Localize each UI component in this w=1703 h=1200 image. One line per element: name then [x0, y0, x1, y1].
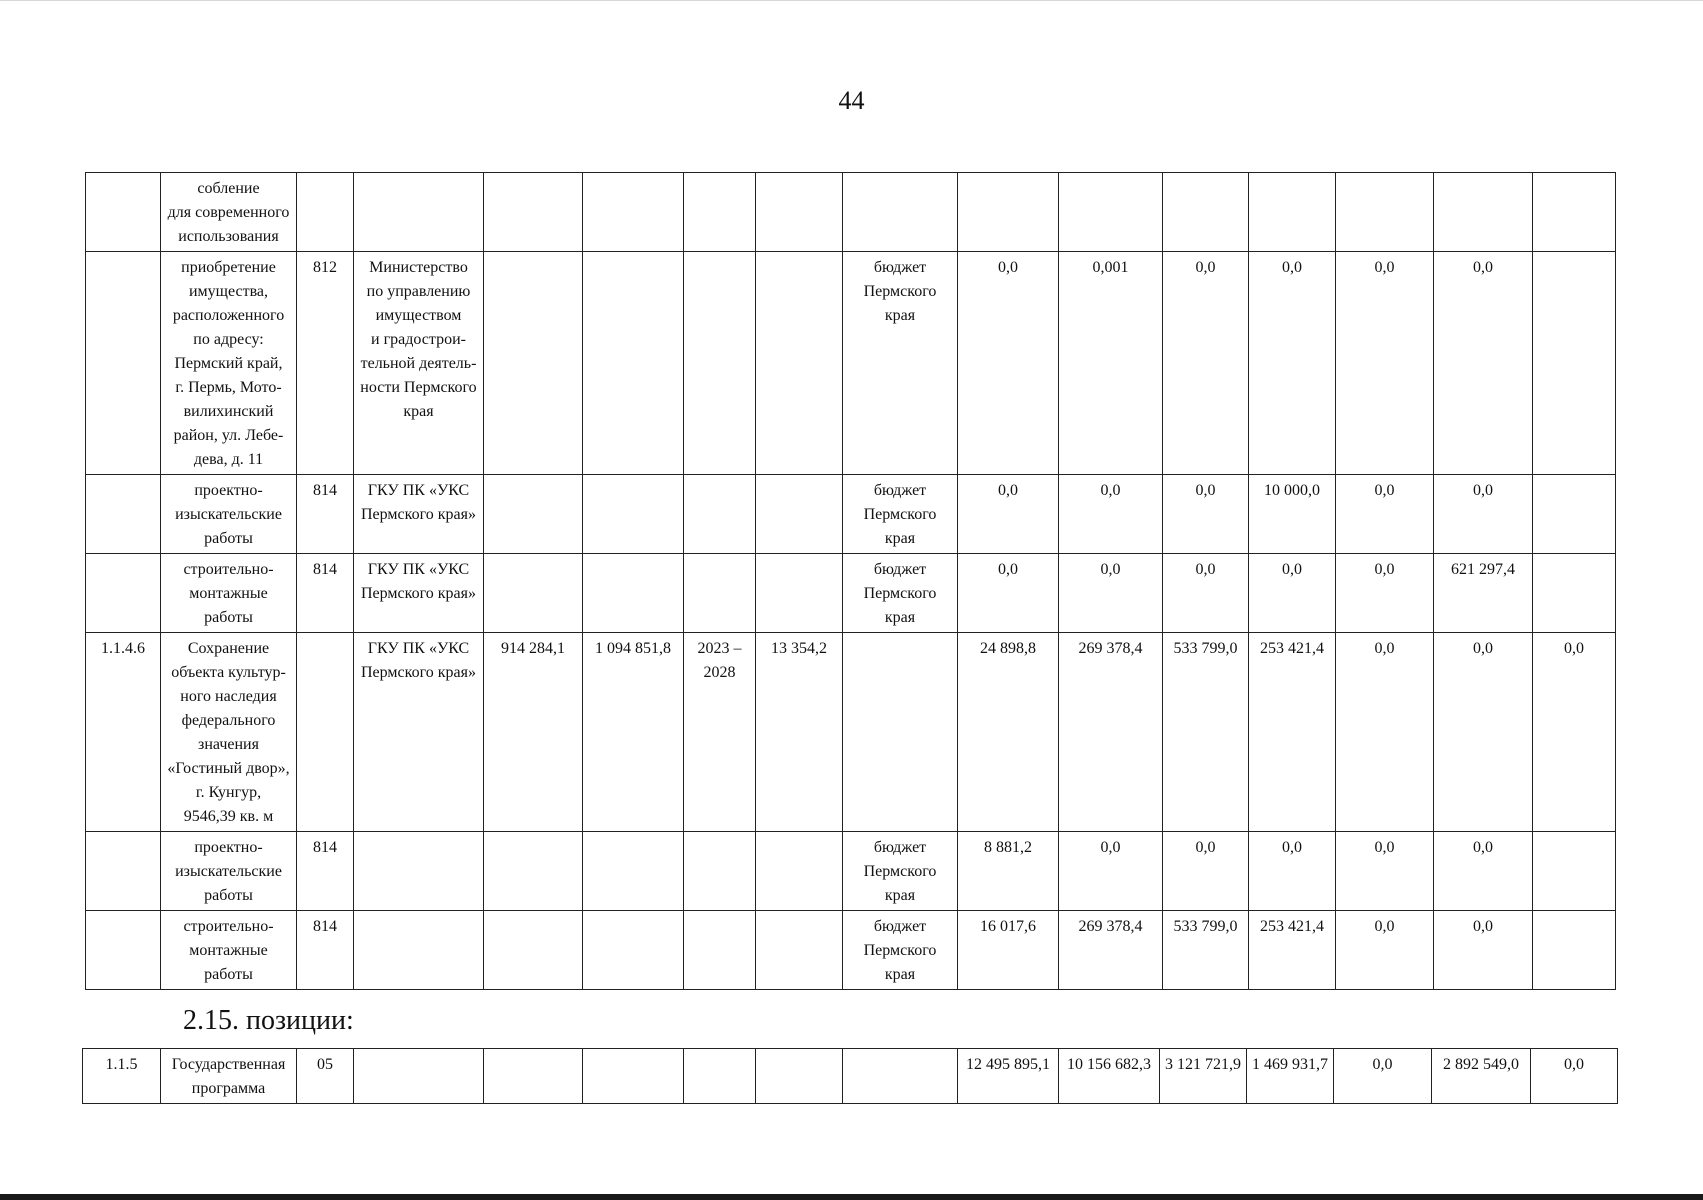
table-cell: 814	[297, 475, 354, 554]
table-row	[86, 554, 1616, 633]
table-cell: 0,0	[1434, 475, 1533, 554]
table-cell: строительно- монтажные работы	[161, 554, 297, 633]
table-cell	[583, 554, 684, 633]
table-cell: 0,001	[1059, 252, 1163, 475]
table-cell: 814	[297, 832, 354, 911]
table-cell: 10 156 682,3	[1059, 1049, 1160, 1104]
table-cell	[1533, 252, 1616, 475]
table-cell	[583, 832, 684, 911]
table-cell: 0,0	[1059, 832, 1163, 911]
table-cell	[756, 554, 843, 633]
table-cell: 0,0	[1336, 554, 1434, 633]
table-cell	[684, 1049, 756, 1104]
table-cell	[843, 633, 958, 832]
table-cell	[1249, 173, 1336, 252]
table-cell: 269 378,4	[1059, 911, 1163, 990]
table-cell: 1.1.5	[83, 1049, 161, 1104]
table-cell: 1.1.4.6	[86, 633, 161, 832]
table-cell: 814	[297, 554, 354, 633]
table-cell: 0,0	[1434, 633, 1533, 832]
table-cell	[1533, 554, 1616, 633]
table-row	[86, 252, 1616, 475]
scan-bottom-edge	[0, 1194, 1703, 1200]
table-cell	[86, 173, 161, 252]
table-row	[86, 911, 1616, 990]
table-cell: 0,0	[1434, 832, 1533, 911]
table-cell	[354, 173, 484, 252]
table-cell: 0,0	[958, 475, 1059, 554]
table-row	[86, 832, 1616, 911]
table-cell: 0,0	[1249, 832, 1336, 911]
table-cell: бюджет Пермского края	[843, 554, 958, 633]
table-cell: ГКУ ПК «УКС Пермского края»	[354, 633, 484, 832]
table-cell: 0,0	[1533, 633, 1616, 832]
table-cell: 269 378,4	[1059, 633, 1163, 832]
table-cell	[684, 252, 756, 475]
scan-top-edge	[0, 0, 1703, 1]
table-cell	[354, 1049, 484, 1104]
table-cell: 24 898,8	[958, 633, 1059, 832]
table-cell: 0,0	[1163, 475, 1249, 554]
table-cell	[843, 1049, 958, 1104]
table-cell	[583, 173, 684, 252]
table-cell	[484, 1049, 583, 1104]
table-cell: бюджет Пермского края	[843, 911, 958, 990]
table-cell: Сохранение объекта культур- ного наследия федерального значения «Гостиный двор», г. Кунгур, 9546,39 кв. м	[161, 633, 297, 832]
table-cell: собление для современного использования	[161, 173, 297, 252]
table-cell: 0,0	[1336, 911, 1434, 990]
table-cell: 812	[297, 252, 354, 475]
table-cell: бюджет Пермского края	[843, 252, 958, 475]
table-cell: 0,0	[1336, 633, 1434, 832]
table-cell: 814	[297, 911, 354, 990]
table-cell	[1059, 173, 1163, 252]
table-cell: 0,0	[1059, 475, 1163, 554]
table-cell	[684, 911, 756, 990]
table-cell	[484, 252, 583, 475]
table-cell: 0,0	[1434, 911, 1533, 990]
table-cell: строительно- монтажные работы	[161, 911, 297, 990]
table-cell: 2023 – 2028	[684, 633, 756, 832]
table-cell	[86, 475, 161, 554]
table-cell: 1 094 851,8	[583, 633, 684, 832]
table-cell	[484, 554, 583, 633]
table-cell	[756, 1049, 843, 1104]
table-cell: 0,0	[1434, 252, 1533, 475]
table-cell	[484, 173, 583, 252]
table-cell	[756, 832, 843, 911]
table-cell: 16 017,6	[958, 911, 1059, 990]
table-cell	[1434, 173, 1533, 252]
table-cell	[756, 173, 843, 252]
table-cell: 0,0	[958, 554, 1059, 633]
table-cell	[484, 832, 583, 911]
section-heading: 2.15. позиции:	[183, 1005, 354, 1036]
table-cell: 0,0	[1249, 252, 1336, 475]
table-cell	[1163, 173, 1249, 252]
table-cell	[86, 911, 161, 990]
table-cell	[1336, 173, 1434, 252]
summary-table	[82, 1048, 1618, 1104]
table-cell: 621 297,4	[1434, 554, 1533, 633]
table-cell: проектно- изыскательские работы	[161, 475, 297, 554]
table-cell	[583, 1049, 684, 1104]
page-number: 44	[838, 86, 865, 115]
table-cell	[958, 173, 1059, 252]
table-cell: 0,0	[958, 252, 1059, 475]
table-cell: 253 421,4	[1249, 911, 1336, 990]
table-row	[86, 633, 1616, 832]
table-cell: 8 881,2	[958, 832, 1059, 911]
table-cell	[484, 475, 583, 554]
table-cell	[297, 173, 354, 252]
table-cell	[583, 475, 684, 554]
table-cell	[86, 554, 161, 633]
table-cell: 12 495 895,1	[958, 1049, 1059, 1104]
table-cell: 533 799,0	[1163, 633, 1249, 832]
table-cell: ГКУ ПК «УКС Пермского края»	[354, 475, 484, 554]
table-cell	[756, 475, 843, 554]
table-cell: 05	[297, 1049, 354, 1104]
table-cell	[583, 252, 684, 475]
table-cell	[684, 554, 756, 633]
table-cell: 0,0	[1163, 554, 1249, 633]
budget-table	[85, 172, 1616, 990]
table-cell: ГКУ ПК «УКС Пермского края»	[354, 554, 484, 633]
table-cell: 0,0	[1336, 475, 1434, 554]
table-cell: приобретение имущества, расположенного по адресу: Пермский край, г. Пермь, Мото- вилихинский район, ул. Лебе- дева, д. 11	[161, 252, 297, 475]
table-cell: 533 799,0	[1163, 911, 1249, 990]
table-cell	[684, 832, 756, 911]
table-cell	[684, 173, 756, 252]
table-cell	[354, 832, 484, 911]
table-cell	[86, 832, 161, 911]
table-cell: 0,0	[1334, 1049, 1432, 1104]
table-cell: Государственная программа	[161, 1049, 297, 1104]
table-cell: 1 469 931,7	[1247, 1049, 1334, 1104]
table-cell	[583, 911, 684, 990]
table-row	[83, 1049, 1618, 1104]
table-cell	[843, 173, 958, 252]
table-cell: 0,0	[1336, 832, 1434, 911]
table-cell: 0,0	[1249, 554, 1336, 633]
table-cell: 0,0	[1059, 554, 1163, 633]
table-cell: 914 284,1	[484, 633, 583, 832]
table-cell: бюджет Пермского края	[843, 475, 958, 554]
table-row	[86, 173, 1616, 252]
table-cell: 13 354,2	[756, 633, 843, 832]
table-cell	[297, 633, 354, 832]
table-cell	[1533, 832, 1616, 911]
table-cell: 3 121 721,9	[1160, 1049, 1247, 1104]
table-cell	[1533, 475, 1616, 554]
table-cell: проектно- изыскательские работы	[161, 832, 297, 911]
table-row	[86, 475, 1616, 554]
table-cell: бюджет Пермского края	[843, 832, 958, 911]
table-cell	[484, 911, 583, 990]
table-cell	[756, 911, 843, 990]
table-cell	[1533, 911, 1616, 990]
table-cell: 0,0	[1336, 252, 1434, 475]
table-cell: 2 892 549,0	[1432, 1049, 1531, 1104]
table-cell	[86, 252, 161, 475]
table-cell	[756, 252, 843, 475]
table-cell	[1533, 173, 1616, 252]
table-cell	[684, 475, 756, 554]
table-cell: 0,0	[1163, 832, 1249, 911]
table-cell: 10 000,0	[1249, 475, 1336, 554]
table-cell: Министерство по управлению имуществом и градострои- тельной деятель- ности Пермского края	[354, 252, 484, 475]
table-cell: 253 421,4	[1249, 633, 1336, 832]
table-cell: 0,0	[1163, 252, 1249, 475]
table-cell	[354, 911, 484, 990]
table-cell: 0,0	[1531, 1049, 1618, 1104]
